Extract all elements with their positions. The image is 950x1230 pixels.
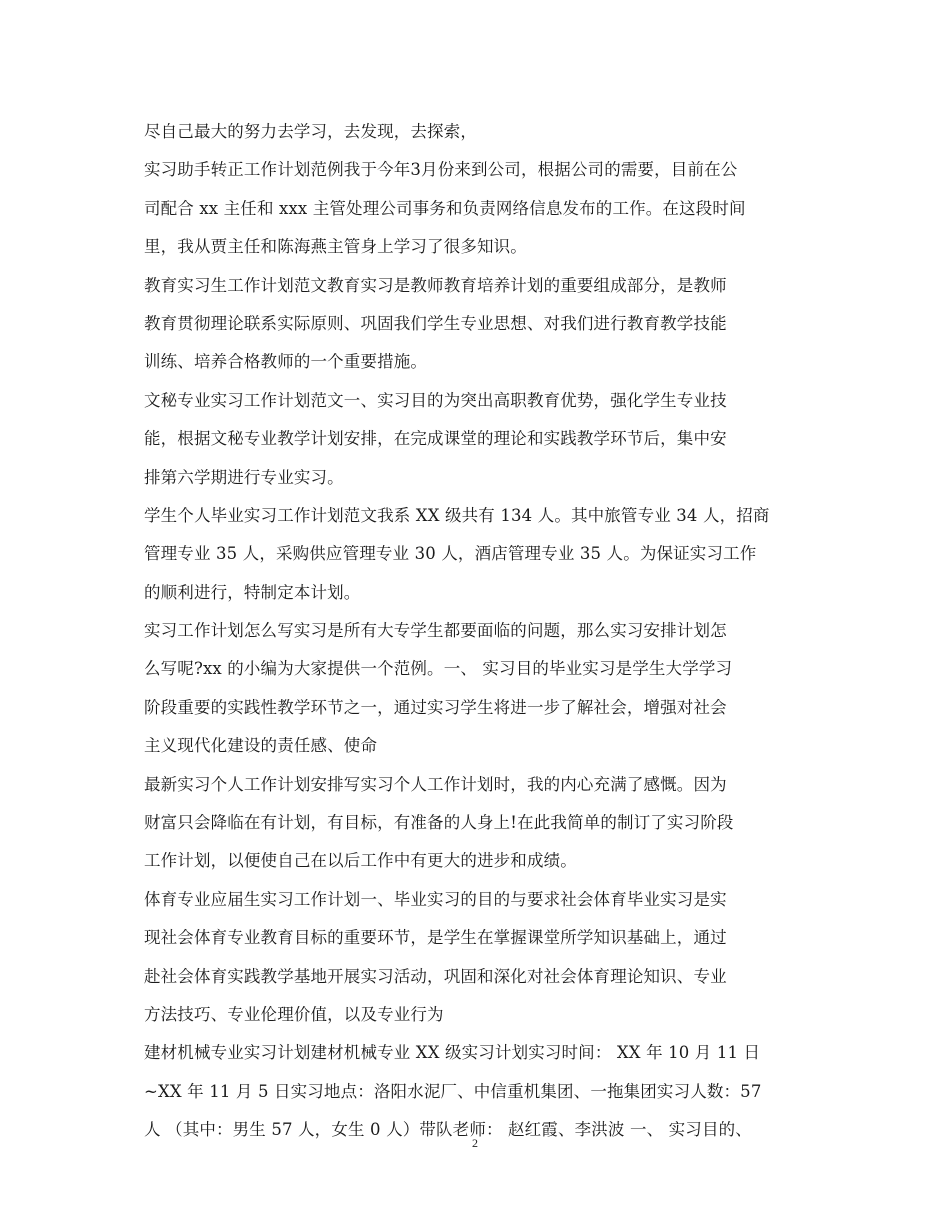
text-line: 现社会体育专业教育目标的重要环节，是学生在掌握课堂所学知识基础上，通过 xyxy=(144,928,727,948)
text-line: 教育贯彻理论联系实际原则、巩固我们学生专业思想、对我们进行教育教学技能 xyxy=(144,313,727,333)
text-line: ~XX 年 11 月 5 日实习地点：洛阳水泥厂、中信重机集团、一拖集团实习人数：57 xyxy=(144,1081,762,1101)
text-line: 么写呢?xx 的小编为大家提供一个范例。一、 实习目的毕业实习是学生大学学习 xyxy=(144,659,733,679)
text-line: 教育实习生工作计划范文教育实习是教师教育培养计划的重要组成部分，是教师 xyxy=(144,275,727,295)
text-line: 能，根据文秘专业教学计划安排，在完成课堂的理论和实践教学环节后，集中安 xyxy=(144,429,727,449)
text-line: 主义现代化建设的责任感、使命 xyxy=(144,736,378,756)
text-line: 尽自己最大的努力去学习，去发现，去探索， xyxy=(144,122,477,141)
text-line: 管理专业 35 人，采购供应管理专业 30 人，酒店管理专业 35 人。为保证实习工作 xyxy=(144,544,757,564)
text-line: 方法技巧、专业伦理价值，以及专业行为 xyxy=(144,1004,444,1024)
text-line: 建材机械专业实习计划建材机械专业 XX 级实习计划实习时间： XX 年 10 月 11 日 xyxy=(144,1043,761,1063)
text-line: 阶段重要的实践性教学环节之一，通过实习学生将进一步了解社会，增强对社会 xyxy=(144,697,727,717)
text-line: 的顺利进行，特制定本计划。 xyxy=(144,582,361,602)
text-line: 赴社会体育实践教学基地开展实习活动，巩固和深化对社会体育理论知识、专业 xyxy=(144,966,727,986)
text-line: 人 （其中：男生 57 人，女生 0 人）带队老师： 赵红霞、李洪波 一、 实习目的、 xyxy=(144,1120,752,1140)
text-line: 里，我从贾主任和陈海燕主管身上学习了很多知识。 xyxy=(144,237,527,257)
text-line: 实习助手转正工作计划范例我于今年3月份来到公司，根据公司的需要，目前在公 xyxy=(144,160,738,180)
document-body xyxy=(144,113,804,1150)
text-line: 文秘专业实习工作计划范文一、实习目的为突出高职教育优势，强化学生专业技 xyxy=(144,390,727,410)
text-line: 体育专业应届生实习工作计划一、毕业实习的目的与要求社会体育毕业实习是实 xyxy=(144,889,727,909)
page-number: 2 xyxy=(472,1136,478,1150)
text-line: 工作计划，以便使自己在以后工作中有更大的进步和成绩。 xyxy=(144,851,577,871)
text-line: 司配合 xx 主任和 xxx 主管处理公司事务和负责网络信息发布的工作。在这段时间 xyxy=(144,198,746,218)
text-line: 实习工作计划怎么写实习是所有大专学生都要面临的问题，那么实习安排计划怎 xyxy=(144,621,727,641)
text-line: 学生个人毕业实习工作计划范文我系 XX 级共有 134 人。其中旅管专业 34 人，招商 xyxy=(144,505,770,525)
text-line: 财富只会降临在有计划，有目标，有准备的人身上!在此我简单的制订了实习阶段 xyxy=(144,813,734,833)
text-line: 训练、培养合格教师的一个重要措施。 xyxy=(144,352,428,372)
text-line: 最新实习个人工作计划安排写实习个人工作计划时，我的内心充满了感慨。因为 xyxy=(144,774,727,794)
text-line: 排第六学期进行专业实习。 xyxy=(144,467,344,487)
